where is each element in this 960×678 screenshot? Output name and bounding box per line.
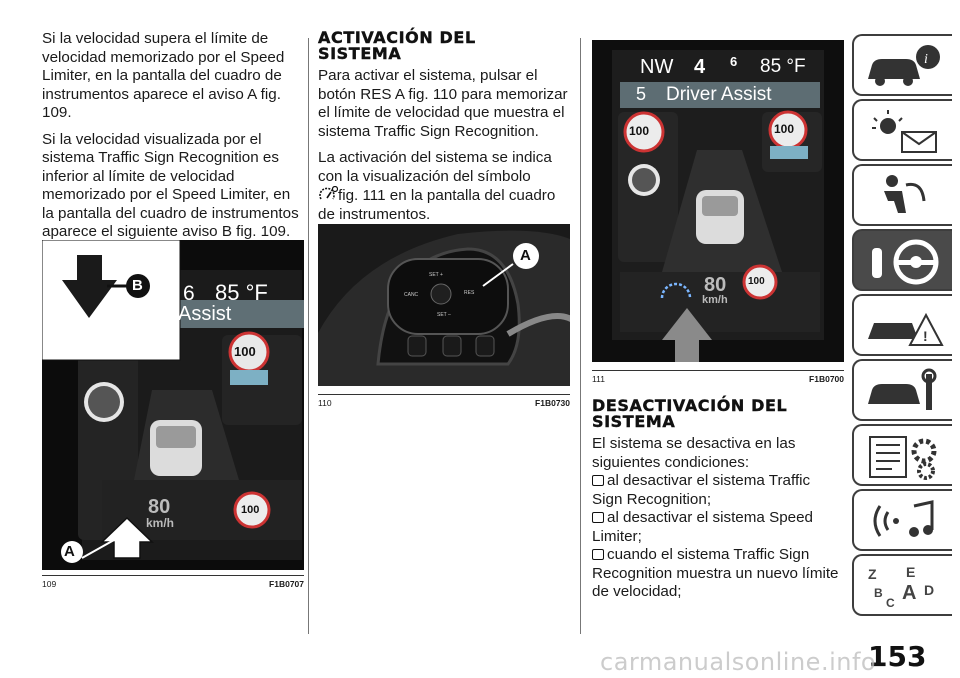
svg-text:i: i bbox=[924, 52, 928, 67]
speedometer-symbol-icon bbox=[318, 186, 338, 202]
set-plus-button-label: SET + bbox=[429, 272, 443, 278]
tab-emergency[interactable] bbox=[852, 294, 952, 356]
svg-text:E: E bbox=[906, 564, 916, 580]
heading-line-1: ACTIVACIÓN DEL bbox=[318, 28, 476, 47]
tab-index[interactable] bbox=[852, 554, 952, 616]
speed-limit-right: 100 bbox=[774, 122, 795, 136]
svg-text:C: C bbox=[886, 596, 895, 610]
figure-110 bbox=[318, 224, 570, 386]
figure-111 bbox=[592, 40, 844, 362]
tab-seat-safety[interactable] bbox=[852, 164, 952, 226]
list-item bbox=[592, 509, 844, 546]
heading-line-2: SISTEMA bbox=[592, 411, 676, 431]
paragraph: El sistema se desactiva en las siguientes condiciones: bbox=[592, 435, 796, 471]
mode-label: Driver Assist bbox=[666, 84, 772, 105]
figure-code: F1B0707 bbox=[269, 579, 304, 589]
figure-109 bbox=[42, 240, 304, 570]
index-letters-icon bbox=[862, 561, 946, 611]
bullet-icon bbox=[592, 512, 604, 523]
specs-gear-icon bbox=[862, 431, 946, 481]
gear-indicator: 6 bbox=[183, 282, 195, 305]
section-heading bbox=[592, 398, 844, 429]
paragraph: Si la velocidad visualizada por el sistema Traffic Sign Recognition es inferior al límite de velocidad memorizado por el Speed Limiter, en la pantalla del cuadro de instrumentos aparece el siguiente aviso B fig. 109. bbox=[42, 130, 299, 240]
heading-line-1: DESACTIVACIÓN DEL bbox=[592, 396, 788, 415]
column-2 bbox=[318, 30, 570, 232]
canc-button-label: CANC bbox=[404, 292, 419, 298]
page-number: 153 bbox=[868, 640, 927, 673]
column-divider bbox=[308, 38, 309, 634]
seat-safety-icon bbox=[862, 171, 946, 221]
list-item-text: al desactivar el sistema Traffic Sign Recognition; bbox=[592, 472, 811, 508]
heading-line-2: SISTEMA bbox=[318, 43, 402, 63]
steering-wheel-illustration bbox=[318, 224, 570, 386]
gear-next: 6 bbox=[730, 54, 738, 69]
figure-number: 109 bbox=[42, 579, 57, 589]
tab-warning-lights[interactable] bbox=[852, 99, 952, 161]
tab-maintenance[interactable] bbox=[852, 359, 952, 421]
paragraph bbox=[318, 149, 570, 224]
column-3 bbox=[592, 398, 844, 602]
svg-text:B: B bbox=[874, 586, 883, 600]
figure-caption-111 bbox=[592, 370, 844, 384]
svg-text:A: A bbox=[902, 582, 917, 604]
paragraph-text: fig. 111 en la pantalla del cuadro de instrumentos. bbox=[318, 187, 556, 223]
tab-multimedia[interactable] bbox=[852, 489, 952, 551]
label-a: A bbox=[64, 543, 75, 560]
tab-car-info[interactable] bbox=[852, 34, 952, 96]
tab-technical-data[interactable] bbox=[852, 424, 952, 486]
tab-starting-driving[interactable] bbox=[852, 229, 952, 291]
car-info-icon bbox=[862, 41, 946, 91]
speed-value: 80 bbox=[148, 496, 171, 518]
figure-caption-110 bbox=[318, 394, 570, 408]
assist-label: Assist bbox=[178, 303, 232, 325]
watermark: carmanualsonline.info bbox=[600, 648, 877, 676]
speed-value: 80 bbox=[704, 274, 727, 296]
set-minus-button-label: SET – bbox=[437, 312, 451, 318]
res-button-label: RES bbox=[464, 290, 475, 296]
mode-number: 5 bbox=[636, 84, 647, 104]
car-crash-icon bbox=[862, 301, 946, 351]
gear-indicator: 4 bbox=[694, 56, 706, 78]
chapter-tabs bbox=[852, 34, 960, 619]
car-service-icon bbox=[862, 366, 946, 416]
speed-limit-top: 100 bbox=[234, 344, 256, 359]
paragraph: Si la velocidad supera el límite de velocidad memorizado por el Speed Limiter, en la pantalla del cuadro de instrumentos aparece el aviso A fig. 109. bbox=[42, 30, 285, 121]
figure-code: F1B0700 bbox=[809, 374, 844, 384]
figure-number: 110 bbox=[318, 398, 332, 408]
compass-readout: NW bbox=[640, 56, 674, 78]
figure-caption-109 bbox=[42, 575, 304, 589]
column-divider bbox=[580, 38, 581, 634]
list-item bbox=[592, 472, 844, 509]
list-item bbox=[592, 546, 844, 602]
list-item-text: al desactivar el sistema Speed Limiter; bbox=[592, 509, 813, 545]
paragraph-text: La activación del sistema se indica con la visualización del símbolo bbox=[318, 149, 552, 185]
label-b: B bbox=[132, 277, 143, 294]
column-1 bbox=[42, 30, 300, 250]
svg-text:D: D bbox=[924, 582, 935, 598]
speed-limit-left: 100 bbox=[629, 124, 650, 138]
bullet-icon bbox=[592, 549, 604, 560]
figure-number: 111 bbox=[592, 374, 605, 384]
svg-text:Z: Z bbox=[868, 566, 877, 582]
speed-unit: km/h bbox=[146, 516, 175, 530]
speed-unit: km/h bbox=[702, 294, 728, 306]
temperature-readout: 85 °F bbox=[760, 56, 806, 77]
key-steering-wheel-icon bbox=[862, 236, 946, 286]
temperature-readout: 85 °F bbox=[215, 280, 268, 305]
paragraph: Para activar el sistema, pulsar el botón RES A fig. 110 para memorizar el límite de velocidad que muestra el sistema Traffic Sign Recognition. bbox=[318, 67, 568, 140]
list-item-text: cuando el sistema Traffic Sign Recognition muestra un nuevo límite de velocidad; bbox=[592, 546, 839, 600]
multimedia-icon bbox=[862, 496, 946, 546]
section-heading bbox=[318, 30, 570, 61]
label-a: A bbox=[520, 247, 531, 264]
bullet-icon bbox=[592, 475, 604, 486]
figure-code: F1B0730 bbox=[535, 398, 570, 408]
speed-limit-bottom: 100 bbox=[241, 504, 260, 516]
svg-text:!: ! bbox=[923, 328, 928, 344]
speed-limit-bottom: 100 bbox=[748, 276, 765, 287]
warning-lights-icon bbox=[862, 106, 946, 156]
